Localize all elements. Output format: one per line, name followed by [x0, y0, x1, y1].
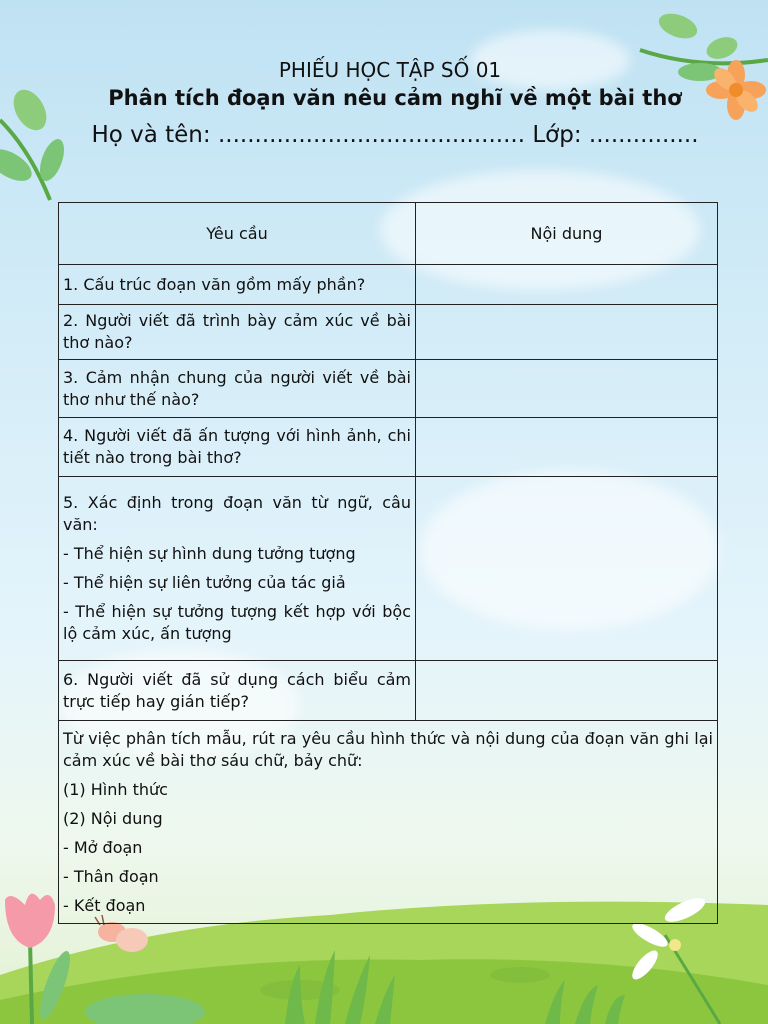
name-blank: .......................................... [217, 122, 526, 148]
table-row [59, 661, 718, 721]
summary-item: - Mở đoạn [63, 837, 143, 857]
question-cell [59, 477, 416, 661]
question-sub-item: - Thể hiện sự liên tưởng của tác giả [63, 573, 346, 592]
question-cell: 2. Người viết đã trình bày cảm xúc về bài thơ nào? [59, 305, 416, 360]
worksheet-table [58, 202, 718, 924]
table-row [59, 360, 718, 418]
answer-cell[interactable] [416, 360, 718, 418]
answer-cell[interactable] [416, 305, 718, 360]
answer-cell[interactable] [416, 661, 718, 721]
question-cell: 4. Người viết đã ấn tượng với hình ảnh, chi tiết nào trong bài thơ? [59, 418, 416, 477]
worksheet-title: PHIẾU HỌC TẬP SỐ 01 [278, 58, 502, 82]
column-header-content: Nội dung [416, 203, 718, 265]
class-blank: ............... [588, 122, 699, 148]
summary-intro: Từ việc phân tích mẫu, rút ra yêu cầu hình thức và nội dung của đoạn văn ghi lại cảm xúc về bài thơ sáu chữ, bảy chữ: [63, 728, 713, 770]
column-header-requirement: Yêu cầu [59, 203, 416, 265]
table-header-row [59, 203, 718, 265]
table-row [59, 305, 718, 360]
table-row [59, 265, 718, 305]
answer-cell[interactable] [416, 418, 718, 477]
summary-item: (2) Nội dung [63, 808, 163, 828]
summary-cell [59, 721, 718, 924]
summary-item: - Kết đoạn [63, 895, 146, 915]
question-cell: 6. Người viết đã sử dụng cách biểu cảm trực tiếp hay gián tiếp? [59, 661, 416, 721]
worksheet-subtitle: Phân tích đoạn văn nêu cảm nghĩ về một bài thơ [108, 86, 682, 110]
answer-cell[interactable] [416, 477, 718, 661]
question-sub-item: - Thể hiện sự tưởng tượng kết hợp với bộc lộ cảm xúc, ấn tượng [63, 602, 411, 643]
question-sub-item: - Thể hiện sự hình dung tưởng tượng [63, 544, 356, 563]
summary-row [59, 721, 718, 924]
table-row [59, 418, 718, 477]
summary-item: - Thân đoạn [63, 866, 159, 886]
answer-cell[interactable] [416, 265, 718, 305]
summary-item: (1) Hình thức [63, 779, 168, 799]
question-cell: 3. Cảm nhận chung của người viết về bài thơ như thế nào? [59, 360, 416, 418]
question-cell: 1. Cấu trúc đoạn văn gồm mấy phần? [59, 265, 416, 305]
name-label: Họ và tên: [91, 122, 211, 148]
question-text: 5. Xác định trong đoạn văn từ ngữ, câu văn: [63, 493, 411, 534]
table-row [59, 477, 718, 661]
class-label: Lớp: [532, 122, 582, 148]
student-info-line [60, 119, 730, 152]
